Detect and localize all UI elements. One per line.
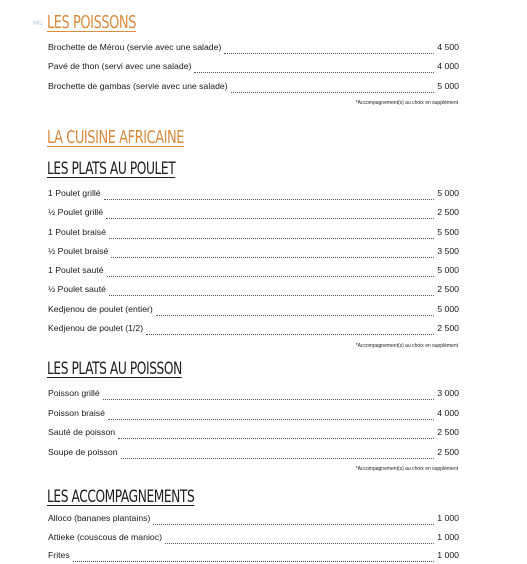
dot-leader <box>108 419 434 420</box>
item-price: 1 000 <box>437 532 459 542</box>
item-price: 5 500 <box>437 227 459 237</box>
item-price: 2 500 <box>437 207 459 217</box>
item-name: Kedjenou de poulet (entier) <box>48 304 153 314</box>
item-price: 1 000 <box>437 513 459 523</box>
item-name: Attieke (couscous de manioc) <box>48 532 162 542</box>
accompaniment-note: *Accompagnement(s) au choix en supplément <box>355 466 458 472</box>
section-title-poissons: LES POISSONS <box>47 12 136 33</box>
item-price: 2 500 <box>437 323 459 333</box>
section-title-plats-poulet: LES PLATS AU POULET <box>47 159 176 179</box>
section-title-cuisine-africaine: LA CUISINE AFRICAINE <box>47 127 185 148</box>
dot-leader <box>153 524 434 525</box>
item-price: 3 000 <box>437 388 459 398</box>
dot-leader <box>165 543 434 544</box>
section-title-accompagnements: LES ACCOMPAGNEMENTS <box>47 487 195 507</box>
menu-item <box>48 207 459 221</box>
menu-item <box>48 532 459 546</box>
dot-leader <box>194 72 434 73</box>
item-name: Kedjenou de poulet (1/2) <box>48 323 144 333</box>
item-price: 3 500 <box>437 246 459 256</box>
item-name: Brochette de Mérou (servie avec une salade) <box>48 42 222 52</box>
item-price: 5 000 <box>437 304 459 314</box>
item-name: ½ Poulet sauté <box>48 284 106 294</box>
dot-leader <box>156 315 434 316</box>
item-name: 1 Poulet grillé <box>48 188 101 198</box>
menu-item <box>48 246 459 260</box>
dot-leader <box>231 92 435 93</box>
margin-marker: MG <box>33 20 43 27</box>
accompaniment-note: *Accompagnement(s) au choix en supplément <box>355 343 458 349</box>
item-name: ½ Poulet grillé <box>48 207 104 217</box>
menu-item <box>48 265 459 279</box>
dot-leader <box>118 438 434 439</box>
menu-item <box>48 227 459 241</box>
item-name: Sauté de poisson <box>48 427 116 437</box>
dot-leader <box>103 399 435 400</box>
dot-leader <box>107 276 435 277</box>
menu-item <box>48 304 459 318</box>
menu-item <box>48 61 459 75</box>
item-name: Pavé de thon (servi avec une salade) <box>48 61 192 71</box>
menu-item <box>48 513 459 527</box>
item-price: 4 000 <box>437 61 459 71</box>
menu-item <box>48 408 459 422</box>
section-title-plats-poisson: LES PLATS AU POISSON <box>47 359 182 379</box>
menu-item <box>48 81 459 95</box>
item-name: Poisson grillé <box>48 388 100 398</box>
dot-leader <box>111 257 434 258</box>
dot-leader <box>109 238 434 239</box>
item-price: 5 000 <box>437 265 459 275</box>
item-price: 4 000 <box>437 408 459 418</box>
item-name: Poisson braisé <box>48 408 105 418</box>
menu-item <box>48 323 459 337</box>
item-name: Frites <box>48 550 70 560</box>
dot-leader <box>73 561 435 562</box>
item-name: 1 Poulet sauté <box>48 265 104 275</box>
item-name: ½ Poulet braisé <box>48 246 109 256</box>
item-price: 2 500 <box>437 427 459 437</box>
item-name: Soupe de poisson <box>48 447 118 457</box>
item-price: 4 500 <box>437 42 459 52</box>
dot-leader <box>224 53 434 54</box>
dot-leader <box>104 199 435 200</box>
item-price: 5 000 <box>437 81 459 91</box>
menu-item <box>48 427 459 441</box>
menu-item <box>48 550 459 564</box>
item-price: 2 500 <box>437 284 459 294</box>
menu-item <box>48 42 459 56</box>
menu-item <box>48 188 459 202</box>
item-name: Alloco (bananes plantains) <box>48 513 151 523</box>
item-price: 1 000 <box>437 550 459 560</box>
menu-item <box>48 284 459 298</box>
item-name: Brochette de gambas (servie avec une salade) <box>48 81 228 91</box>
menu-item <box>48 388 459 402</box>
dot-leader <box>146 334 434 335</box>
menu-item <box>48 447 459 461</box>
item-name: 1 Poulet braisé <box>48 227 106 237</box>
dot-leader <box>121 458 435 459</box>
accompaniment-note: *Accompagnement(s) au choix en supplément <box>355 100 458 106</box>
dot-leader <box>109 295 434 296</box>
item-price: 2 500 <box>437 447 459 457</box>
dot-leader <box>106 218 434 219</box>
item-price: 5 000 <box>437 188 459 198</box>
